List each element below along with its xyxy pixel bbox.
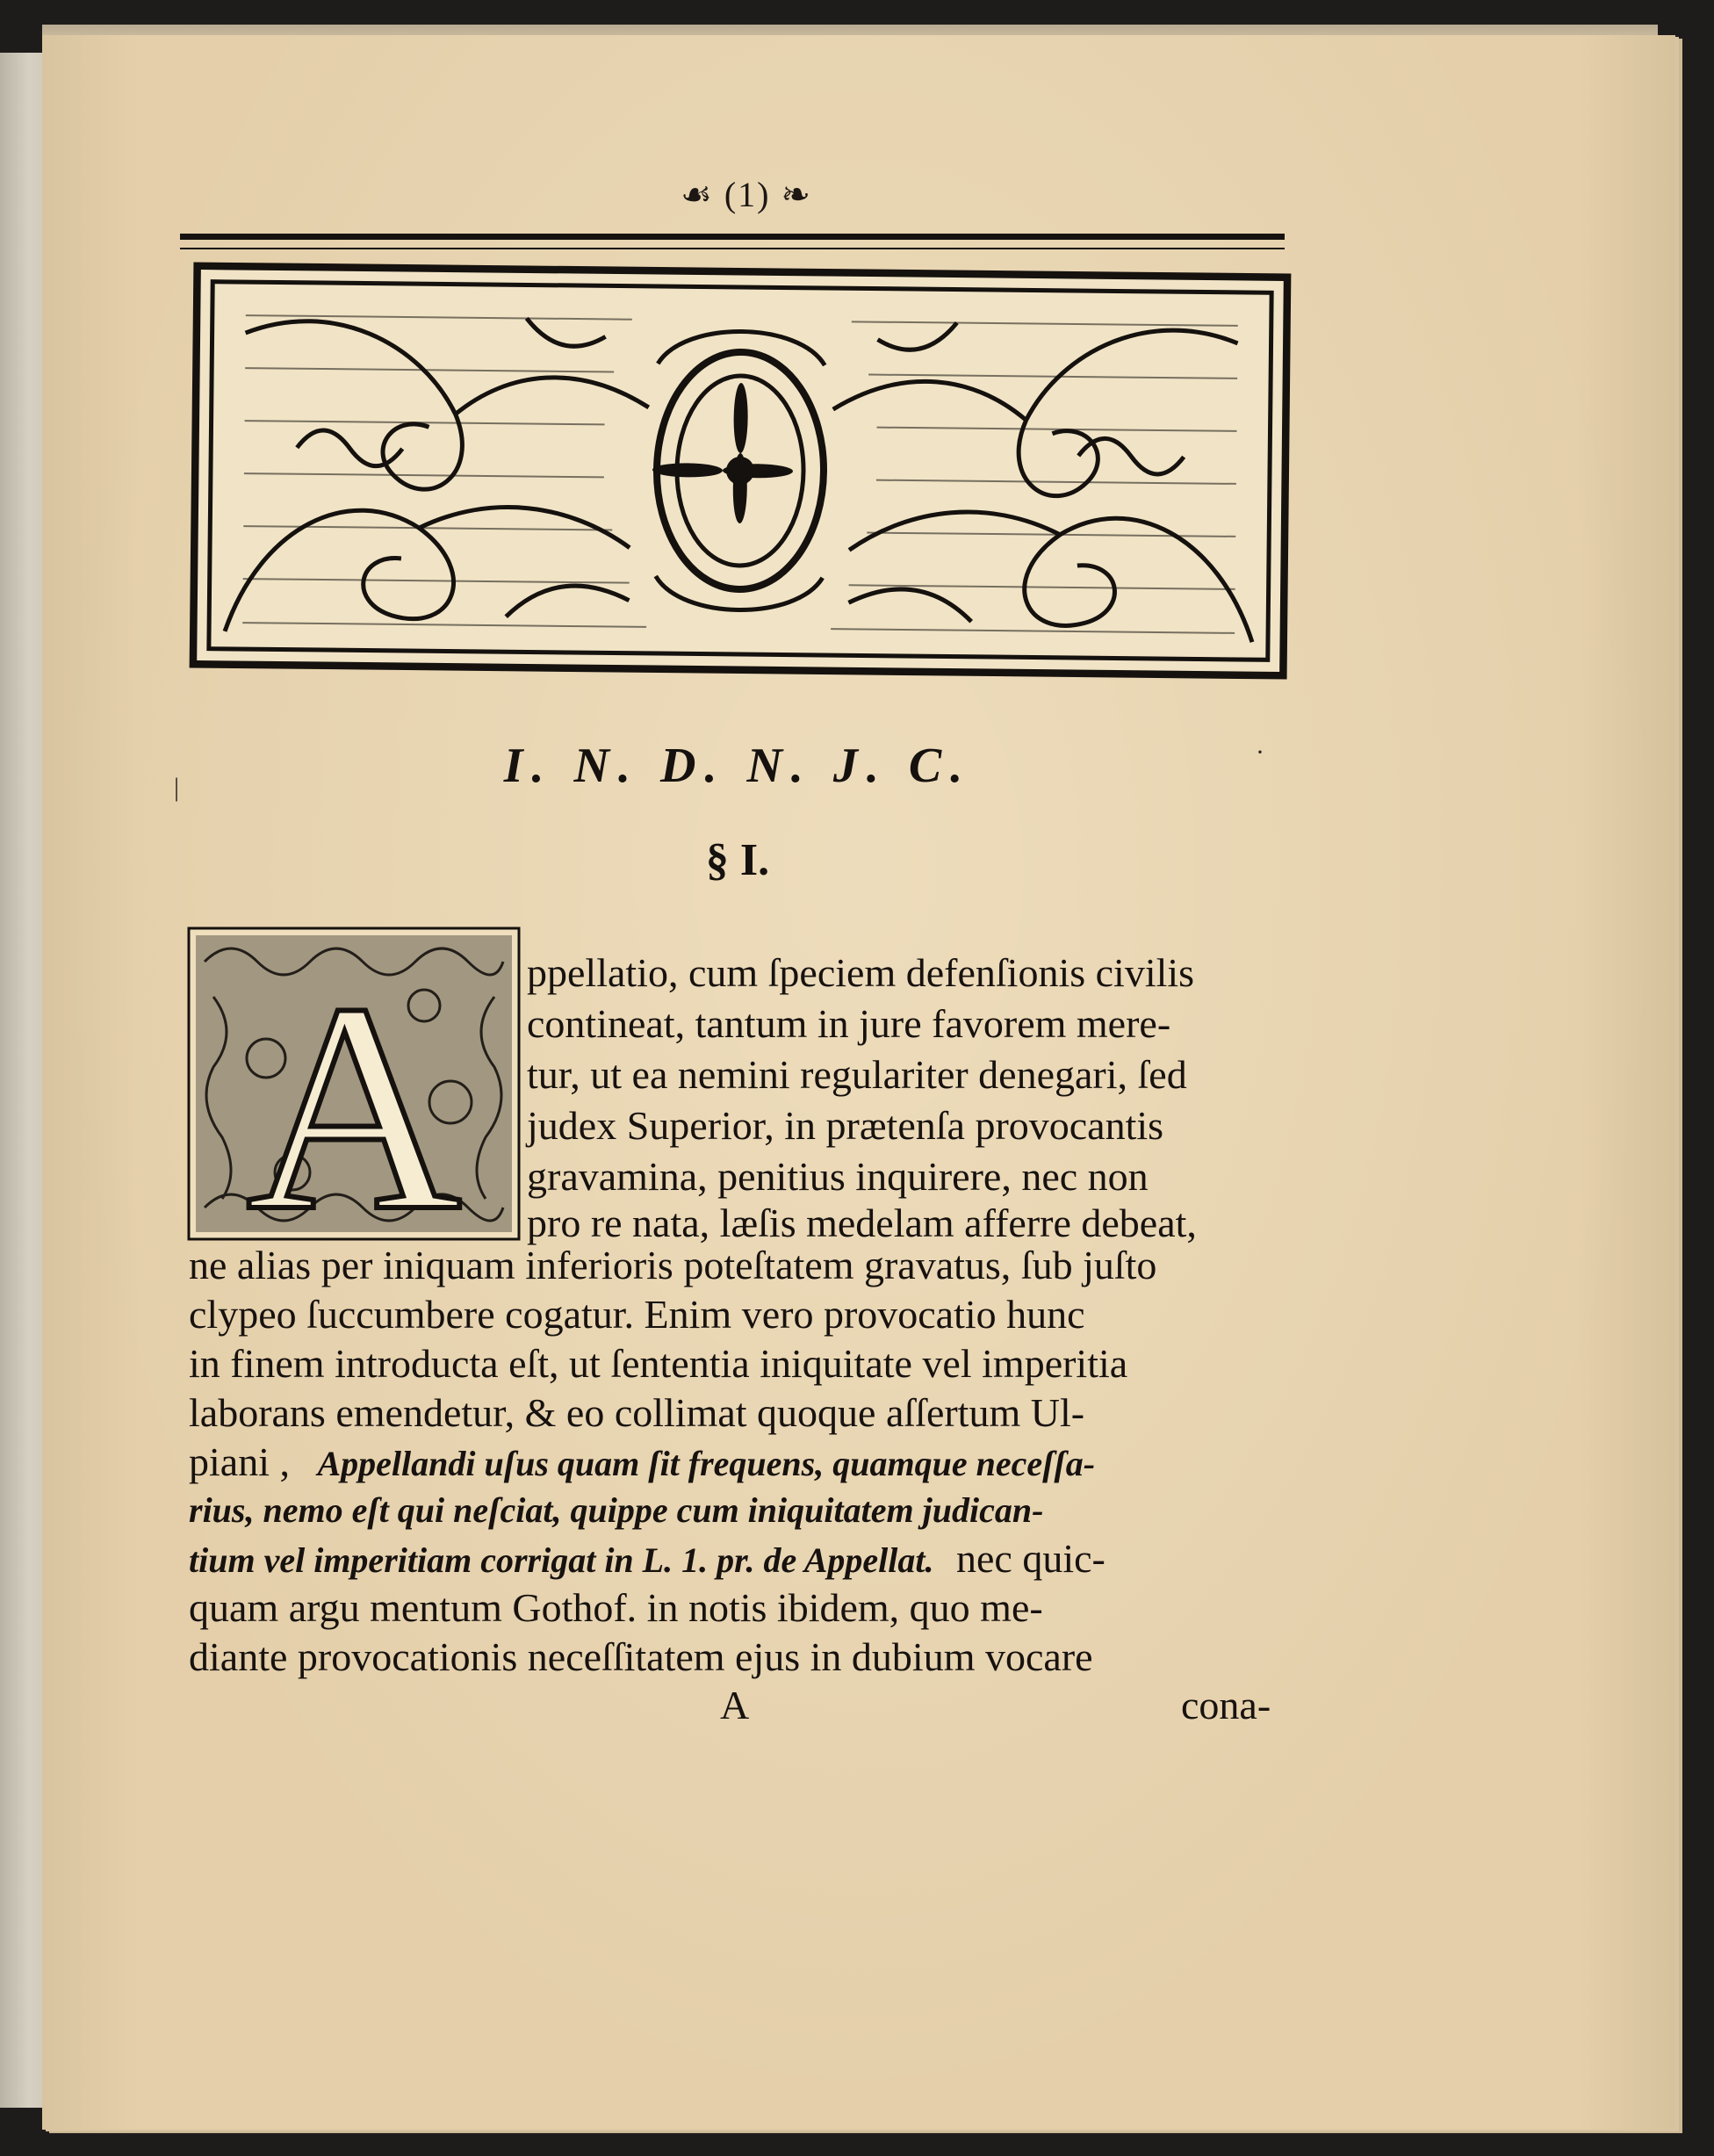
section-heading: § I.: [705, 835, 770, 885]
initial-letter: A: [246, 941, 462, 1241]
text-line: ne alias per iniquam inferioris poteſtatem gravatus, ſub juſto: [189, 1243, 1157, 1287]
text-line: clypeo ſuccumbere cogatur. Enim vero provocatio hunc: [189, 1292, 1085, 1337]
margin-mark: ·: [1256, 738, 1264, 767]
margin-mark: |: [174, 773, 180, 802]
head-rule-thin: [180, 248, 1285, 249]
text-line-mixed: [189, 1439, 1096, 1484]
text-line: judex Superior, in prætenſa provocantis: [527, 1103, 1164, 1148]
running-head: [571, 174, 922, 215]
text-line: contineat, tantum in jure favorem mere-: [527, 1001, 1171, 1046]
bleed-through-text: [878, 685, 888, 730]
fleuron-left-icon: ☙: [680, 175, 724, 214]
fleuron-right-icon: ❧: [770, 175, 812, 214]
page-number: (1): [724, 175, 771, 214]
signature-mark: A: [720, 1683, 750, 1727]
invocation-heading: I. N. D. N. J. C.: [503, 739, 972, 793]
text-line: tur, ut ea nemini regulariter denegari, ſed: [527, 1052, 1187, 1097]
text-line: diante provocationis neceſſitatem ejus in dubium vocare: [189, 1634, 1093, 1679]
text-line-italic: rius, nemo eſt qui neſciat, quippe cum iniquitatem judican-: [189, 1490, 1044, 1530]
text-line-mixed: [189, 1536, 1105, 1581]
text-line: gravamina, penitius inquirere, nec non: [527, 1154, 1149, 1199]
text-line: ppellatio, cum ſpeciem defenſionis civilis: [527, 950, 1195, 995]
text-line: quam argu mentum Gothof. in notis ibidem, quo me-: [189, 1585, 1043, 1630]
text-line: laborans emendetur, & eo collimat quoque aſſertum Ul-: [189, 1390, 1085, 1435]
roman-segment: nec quic-: [956, 1536, 1105, 1581]
headpiece-ornament: [190, 262, 1292, 679]
text-line: in finem introducta eſt, ut ſententia iniquitate vel imperitia: [189, 1341, 1128, 1386]
catchword: cona-: [1181, 1683, 1271, 1727]
roman-segment: piani ,: [189, 1439, 290, 1484]
text-line: pro re nata, læſis medelam afferre debeat,: [527, 1201, 1197, 1245]
decorated-initial: [187, 927, 521, 1241]
italic-segment: tium vel imperitiam corrigat in L. 1. pr. de Appellat.: [189, 1540, 934, 1580]
head-rule-thick: [180, 234, 1285, 240]
italic-segment: Appellandi uſus quam ſit frequens, quamque neceſſa-: [317, 1444, 1096, 1483]
